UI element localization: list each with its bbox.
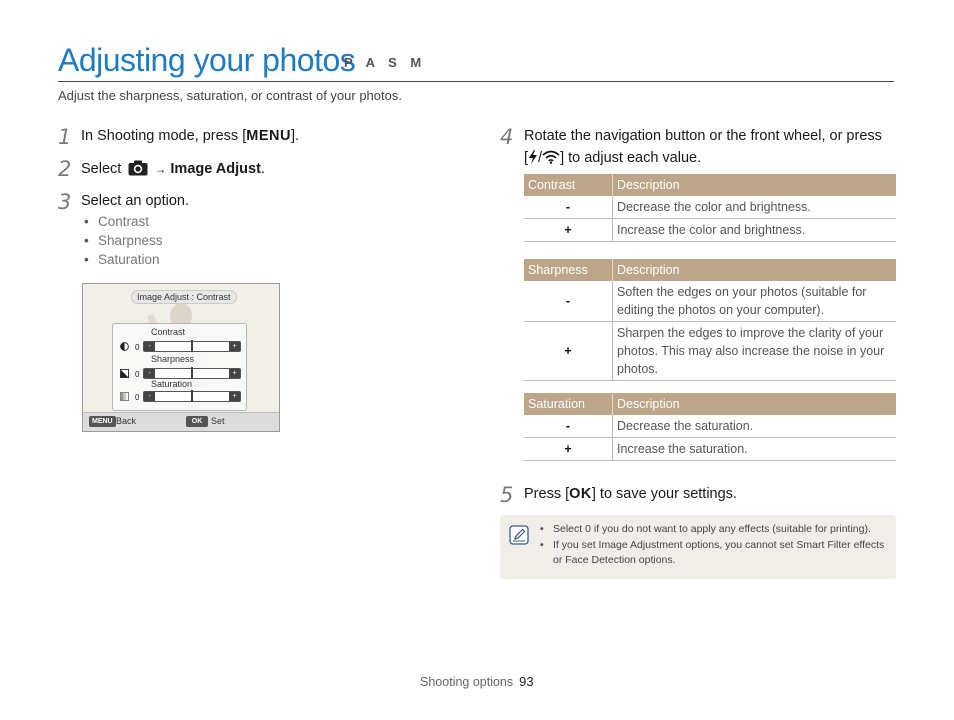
title-divider <box>58 81 894 82</box>
slider-minus: - <box>144 369 155 378</box>
list-item: • Saturation <box>84 252 160 267</box>
step-number: 3 <box>58 190 72 214</box>
step-text: [ <box>524 150 529 166</box>
saturation-icon <box>120 392 129 401</box>
list-item: • Sharpness <box>84 233 163 248</box>
slider-minus: - <box>144 342 155 351</box>
list-item: • Contrast <box>84 214 150 229</box>
slider-thumb <box>191 390 193 402</box>
saturation-slider[interactable] <box>143 391 241 402</box>
flash-icon <box>528 150 538 168</box>
slider-label: Sharpness <box>151 354 195 364</box>
note-item: • If you set Image Adjustment options, you cannot set Smart Filter effects or Face Detection options. <box>540 538 890 568</box>
slider-thumb <box>191 367 193 379</box>
camera-icon <box>128 160 148 180</box>
step-text: Press [ <box>524 486 570 502</box>
step-2-text <box>81 160 265 180</box>
screen-bottom-bar <box>83 412 279 432</box>
step-3-text: Select an option. <box>81 193 190 209</box>
table-row <box>524 219 896 242</box>
option-list <box>84 214 163 271</box>
menu-key-label: MENU <box>246 128 291 144</box>
ok-key-label: OK <box>569 486 592 502</box>
step-number: 1 <box>58 125 72 149</box>
table-header: Description <box>613 174 897 196</box>
option-saturation: Saturation <box>98 252 160 267</box>
table-cell: - <box>524 196 613 219</box>
ok-button[interactable]: OK <box>186 416 208 427</box>
step-number: 5 <box>500 483 514 507</box>
menu-button[interactable]: MENU <box>89 416 116 427</box>
table-row <box>524 196 896 219</box>
table-row <box>524 322 896 381</box>
step-number: 4 <box>500 125 514 149</box>
option-sharpness: Sharpness <box>98 233 163 248</box>
table-row <box>524 438 896 461</box>
table-header: Saturation <box>524 393 613 415</box>
slider-value: 0 <box>135 393 140 402</box>
step-4-line1: Rotate the navigation button or the front wheel, or press <box>524 128 882 144</box>
slider-label: Contrast <box>151 327 186 337</box>
table-header: Description <box>613 259 897 281</box>
page-title: Adjusting your photos <box>58 42 356 78</box>
slider-value: 0 <box>135 343 140 352</box>
table-cell: Soften the edges on your photos (suitable for editing the photos on your computer). <box>613 281 897 322</box>
slider-plus: + <box>229 369 240 378</box>
footer-section: Shooting options <box>420 675 514 689</box>
image-adjust-label: Image Adjust <box>170 161 261 177</box>
step-text: Select <box>81 161 122 177</box>
contrast-icon <box>120 342 129 351</box>
page-subtitle: Adjust the sharpness, saturation, or contrast of your photos. <box>58 88 402 103</box>
step-1-text <box>81 128 299 144</box>
step-text: ] to adjust each value. <box>560 150 702 166</box>
contrast-table <box>524 174 896 242</box>
note-list <box>540 522 890 569</box>
table-cell: Sharpen the edges to improve the clarity of your photos. This may also increase the noise in your photos. <box>613 322 897 381</box>
table-cell: + <box>524 438 613 461</box>
sharpness-slider[interactable] <box>143 368 241 379</box>
sharpness-icon <box>120 369 129 378</box>
slider-plus: + <box>229 342 240 351</box>
arrow-glyph: → <box>154 162 167 176</box>
table-cell: Decrease the saturation. <box>613 415 897 438</box>
option-contrast: Contrast <box>98 214 150 229</box>
table-cell: Increase the color and brightness. <box>613 219 897 242</box>
note-item: • Select 0 if you do not want to apply any effects (suitable for printing). <box>540 522 890 537</box>
note-box <box>500 515 896 579</box>
back-label: Back <box>116 416 137 426</box>
camera-screen-illustration <box>82 283 280 432</box>
table-cell: Increase the saturation. <box>613 438 897 461</box>
step-number: 2 <box>58 157 72 181</box>
sharpness-table <box>524 259 896 381</box>
table-header: Description <box>613 393 897 415</box>
step-text: . <box>260 161 265 177</box>
step-text: ]. <box>290 128 300 144</box>
table-row <box>524 415 896 438</box>
saturation-table <box>524 393 896 461</box>
step-text: In Shooting mode, press [ <box>81 128 247 144</box>
page-number: 93 <box>519 674 534 689</box>
note-pencil-icon <box>509 525 529 545</box>
table-row <box>524 281 896 322</box>
wifi-icon <box>542 150 560 168</box>
table-cell: + <box>524 219 613 242</box>
table-header: Contrast <box>524 174 613 196</box>
slider-plus: + <box>229 392 240 401</box>
table-cell: + <box>524 322 613 381</box>
set-label: Set <box>211 416 225 426</box>
contrast-slider[interactable] <box>143 341 241 352</box>
page-footer <box>420 674 534 689</box>
table-cell: - <box>524 281 613 322</box>
slider-thumb <box>191 340 193 352</box>
step-4-line2: [ / ] to adjust each value. <box>524 150 702 166</box>
step-text: ] to save your settings. <box>591 486 737 502</box>
shooting-modes: P A S M <box>344 55 427 70</box>
screen-header: Image Adjust : Contrast <box>131 290 237 304</box>
step-5-text <box>524 486 737 502</box>
slider-value: 0 <box>135 370 140 379</box>
slider-minus: - <box>144 392 155 401</box>
table-cell: Decrease the color and brightness. <box>613 196 897 219</box>
slider-label: Saturation <box>151 379 193 389</box>
table-header: Sharpness <box>524 259 613 281</box>
table-cell: - <box>524 415 613 438</box>
